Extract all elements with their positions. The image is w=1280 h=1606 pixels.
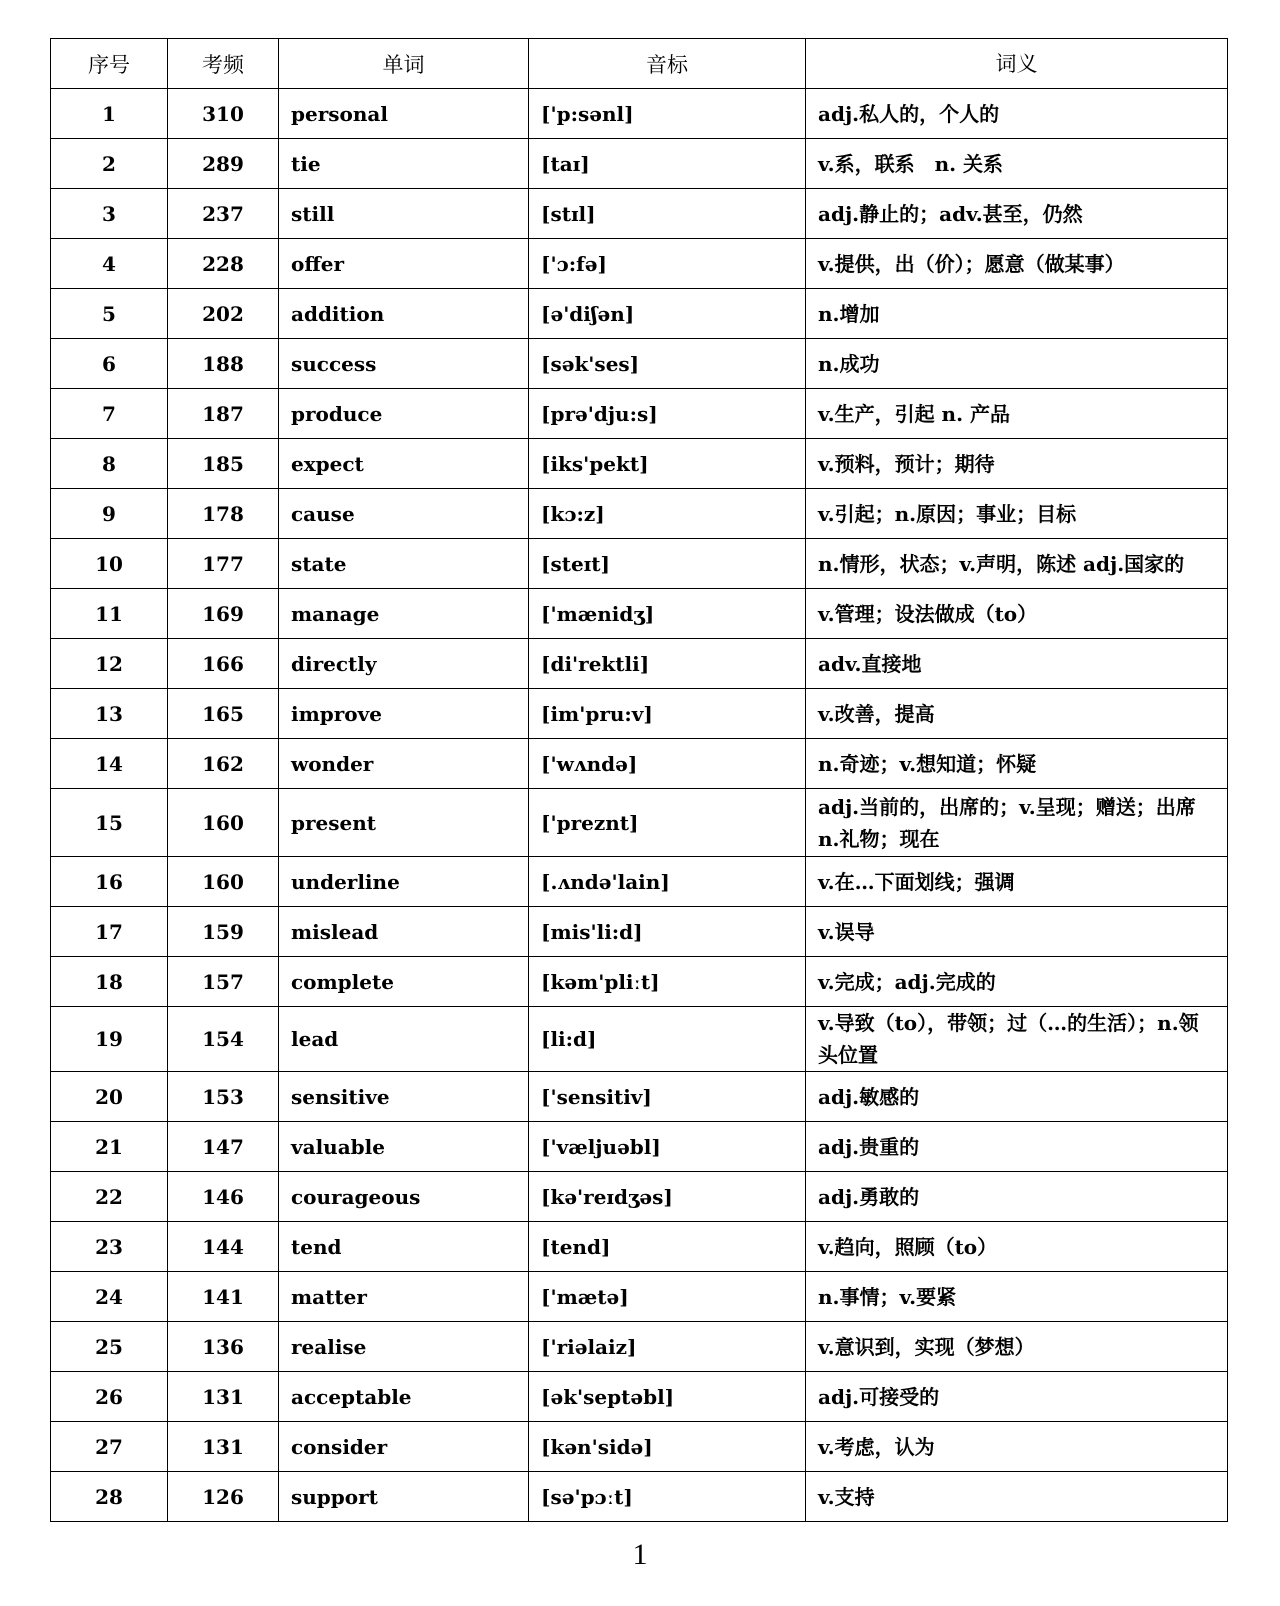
cell-frequency: 185: [168, 439, 279, 489]
cell-meaning: adv.直接地: [806, 639, 1228, 689]
cell-index: 14: [51, 739, 168, 789]
table-row: [51, 1222, 1228, 1272]
cell-index: 5: [51, 289, 168, 339]
cell-word: present: [279, 789, 529, 857]
cell-phonetic: [ək'septəbl]: [529, 1372, 806, 1422]
cell-frequency: 159: [168, 907, 279, 957]
cell-frequency: 237: [168, 189, 279, 239]
cell-frequency: 147: [168, 1122, 279, 1172]
cell-word: addition: [279, 289, 529, 339]
cell-phonetic: [.ʌndə'lain]: [529, 857, 806, 907]
table-header: [51, 39, 1228, 89]
table-row: [51, 539, 1228, 589]
cell-meaning: v.支持: [806, 1472, 1228, 1522]
cell-word: acceptable: [279, 1372, 529, 1422]
cell-phonetic: [tend]: [529, 1222, 806, 1272]
cell-phonetic: [ə'diʃən]: [529, 289, 806, 339]
cell-word: offer: [279, 239, 529, 289]
cell-frequency: 144: [168, 1222, 279, 1272]
table-row: [51, 1007, 1228, 1072]
cell-index: 2: [51, 139, 168, 189]
cell-index: 15: [51, 789, 168, 857]
table-row: [51, 1122, 1228, 1172]
table-row: [51, 789, 1228, 857]
cell-phonetic: ['mætə]: [529, 1272, 806, 1322]
cell-meaning: adj.敏感的: [806, 1072, 1228, 1122]
table-row: [51, 339, 1228, 389]
table-row: [51, 857, 1228, 907]
cell-phonetic: ['ɔ:fə]: [529, 239, 806, 289]
table-row: [51, 1072, 1228, 1122]
cell-frequency: 153: [168, 1072, 279, 1122]
cell-word: wonder: [279, 739, 529, 789]
cell-frequency: 141: [168, 1272, 279, 1322]
cell-phonetic: [stɪl]: [529, 189, 806, 239]
cell-frequency: 289: [168, 139, 279, 189]
table-row: [51, 1472, 1228, 1522]
table-row: [51, 739, 1228, 789]
cell-meaning: adj.贵重的: [806, 1122, 1228, 1172]
header-word: 单词: [279, 39, 529, 89]
cell-phonetic: [kən'sidə]: [529, 1422, 806, 1472]
cell-index: 4: [51, 239, 168, 289]
cell-index: 21: [51, 1122, 168, 1172]
cell-index: 19: [51, 1007, 168, 1072]
table-row: [51, 689, 1228, 739]
cell-word: tie: [279, 139, 529, 189]
cell-meaning: n.成功: [806, 339, 1228, 389]
table-row: [51, 1372, 1228, 1422]
table-row: [51, 489, 1228, 539]
cell-phonetic: [mis'li:d]: [529, 907, 806, 957]
cell-index: 16: [51, 857, 168, 907]
cell-frequency: 187: [168, 389, 279, 439]
cell-word: support: [279, 1472, 529, 1522]
cell-index: 20: [51, 1072, 168, 1122]
cell-phonetic: ['sensitiv]: [529, 1072, 806, 1122]
header-index: 序号: [51, 39, 168, 89]
cell-meaning: v.趋向，照顾（to）: [806, 1222, 1228, 1272]
table-row: [51, 389, 1228, 439]
cell-word: sensitive: [279, 1072, 529, 1122]
cell-frequency: 310: [168, 89, 279, 139]
cell-index: 13: [51, 689, 168, 739]
cell-word: realise: [279, 1322, 529, 1372]
cell-phonetic: [li:d]: [529, 1007, 806, 1072]
cell-word: complete: [279, 957, 529, 1007]
cell-meaning: v.误导: [806, 907, 1228, 957]
table-row: [51, 589, 1228, 639]
cell-word: cause: [279, 489, 529, 539]
cell-meaning: v.考虑，认为: [806, 1422, 1228, 1472]
cell-meaning: v.预料，预计；期待: [806, 439, 1228, 489]
cell-word: expect: [279, 439, 529, 489]
cell-phonetic: [im'pru:v]: [529, 689, 806, 739]
cell-word: still: [279, 189, 529, 239]
cell-frequency: 146: [168, 1172, 279, 1222]
cell-word: personal: [279, 89, 529, 139]
cell-phonetic: [prə'dju:s]: [529, 389, 806, 439]
cell-meaning: v.改善，提高: [806, 689, 1228, 739]
table-row: [51, 289, 1228, 339]
cell-meaning: adj.静止的；adv.甚至，仍然: [806, 189, 1228, 239]
cell-frequency: 166: [168, 639, 279, 689]
table-row: [51, 189, 1228, 239]
cell-index: 7: [51, 389, 168, 439]
page-number: 1: [632, 1538, 648, 1571]
cell-index: 17: [51, 907, 168, 957]
cell-frequency: 188: [168, 339, 279, 389]
cell-phonetic: [taɪ]: [529, 139, 806, 189]
cell-word: manage: [279, 589, 529, 639]
cell-frequency: 131: [168, 1372, 279, 1422]
cell-meaning: n.事情；v.要紧: [806, 1272, 1228, 1322]
cell-phonetic: ['p:sənl]: [529, 89, 806, 139]
cell-meaning: v.完成；adj.完成的: [806, 957, 1228, 1007]
cell-index: 24: [51, 1272, 168, 1322]
table-row: [51, 907, 1228, 957]
cell-frequency: 165: [168, 689, 279, 739]
table-row: [51, 1272, 1228, 1322]
cell-phonetic: [iks'pekt]: [529, 439, 806, 489]
cell-index: 18: [51, 957, 168, 1007]
cell-frequency: 228: [168, 239, 279, 289]
cell-word: courageous: [279, 1172, 529, 1222]
cell-phonetic: [sə'pɔːt]: [529, 1472, 806, 1522]
cell-phonetic: ['preznt]: [529, 789, 806, 857]
cell-frequency: 160: [168, 789, 279, 857]
header-meaning: 词义: [806, 39, 1228, 89]
cell-index: 6: [51, 339, 168, 389]
cell-phonetic: [kə'reɪdʒəs]: [529, 1172, 806, 1222]
cell-phonetic: [kɔ:z]: [529, 489, 806, 539]
cell-frequency: 131: [168, 1422, 279, 1472]
cell-phonetic: ['wʌndə]: [529, 739, 806, 789]
vocabulary-table: [50, 38, 1228, 1522]
header-row: [51, 39, 1228, 89]
cell-index: 23: [51, 1222, 168, 1272]
cell-phonetic: [sək'ses]: [529, 339, 806, 389]
cell-word: consider: [279, 1422, 529, 1472]
cell-word: tend: [279, 1222, 529, 1272]
table-row: [51, 639, 1228, 689]
cell-index: 11: [51, 589, 168, 639]
cell-meaning: v.提供，出（价）；愿意（做某事）: [806, 239, 1228, 289]
cell-index: 25: [51, 1322, 168, 1372]
table-row: [51, 1322, 1228, 1372]
cell-word: matter: [279, 1272, 529, 1322]
cell-meaning: v.导致（to），带领；过（…的生活）；n.领头位置: [806, 1007, 1228, 1072]
cell-frequency: 169: [168, 589, 279, 639]
cell-word: success: [279, 339, 529, 389]
cell-phonetic: ['væljuəbl]: [529, 1122, 806, 1172]
cell-frequency: 202: [168, 289, 279, 339]
cell-index: 3: [51, 189, 168, 239]
table-row: [51, 139, 1228, 189]
cell-frequency: 126: [168, 1472, 279, 1522]
cell-word: valuable: [279, 1122, 529, 1172]
cell-meaning: adj.当前的，出席的；v.呈现；赠送；出席 n.礼物；现在: [806, 789, 1228, 857]
cell-index: 10: [51, 539, 168, 589]
cell-meaning: adj.私人的，个人的: [806, 89, 1228, 139]
cell-word: mislead: [279, 907, 529, 957]
cell-frequency: 162: [168, 739, 279, 789]
cell-index: 12: [51, 639, 168, 689]
cell-word: state: [279, 539, 529, 589]
cell-word: improve: [279, 689, 529, 739]
cell-meaning: adj.勇敢的: [806, 1172, 1228, 1222]
cell-index: 27: [51, 1422, 168, 1472]
cell-index: 26: [51, 1372, 168, 1422]
cell-meaning: v.管理；设法做成（to）: [806, 589, 1228, 639]
cell-frequency: 157: [168, 957, 279, 1007]
cell-meaning: n.增加: [806, 289, 1228, 339]
table-row: [51, 89, 1228, 139]
cell-frequency: 178: [168, 489, 279, 539]
table-row: [51, 239, 1228, 289]
table-body: [51, 89, 1228, 1522]
cell-meaning: adj.可接受的: [806, 1372, 1228, 1422]
table-row: [51, 439, 1228, 489]
cell-index: 22: [51, 1172, 168, 1222]
cell-frequency: 136: [168, 1322, 279, 1372]
cell-phonetic: [di'rektli]: [529, 639, 806, 689]
cell-index: 28: [51, 1472, 168, 1522]
cell-meaning: v.引起；n.原因；事业；目标: [806, 489, 1228, 539]
cell-phonetic: [steɪt]: [529, 539, 806, 589]
cell-phonetic: ['mænidʒ]: [529, 589, 806, 639]
cell-phonetic: [kəm'pliːt]: [529, 957, 806, 1007]
cell-index: 9: [51, 489, 168, 539]
cell-index: 1: [51, 89, 168, 139]
cell-meaning: n.情形，状态；v.声明，陈述 adj.国家的: [806, 539, 1228, 589]
table-row: [51, 957, 1228, 1007]
cell-word: directly: [279, 639, 529, 689]
table-row: [51, 1422, 1228, 1472]
cell-meaning: v.意识到，实现（梦想）: [806, 1322, 1228, 1372]
cell-word: underline: [279, 857, 529, 907]
cell-frequency: 177: [168, 539, 279, 589]
header-frequency: 考频: [168, 39, 279, 89]
cell-frequency: 160: [168, 857, 279, 907]
cell-meaning: v.系，联系 n. 关系: [806, 139, 1228, 189]
cell-meaning: n.奇迹；v.想知道；怀疑: [806, 739, 1228, 789]
cell-word: lead: [279, 1007, 529, 1072]
cell-word: produce: [279, 389, 529, 439]
table-row: [51, 1172, 1228, 1222]
cell-meaning: v.生产，引起 n. 产品: [806, 389, 1228, 439]
cell-meaning: v.在…下面划线；强调: [806, 857, 1228, 907]
cell-phonetic: ['riəlaiz]: [529, 1322, 806, 1372]
cell-index: 8: [51, 439, 168, 489]
header-phonetic: 音标: [529, 39, 806, 89]
cell-frequency: 154: [168, 1007, 279, 1072]
